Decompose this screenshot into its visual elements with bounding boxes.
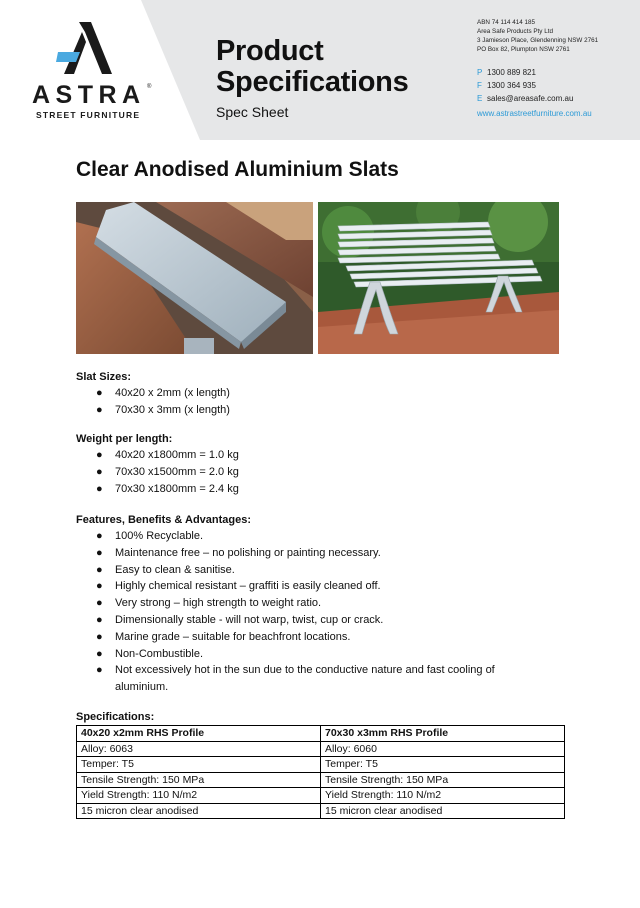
table-row [77, 788, 565, 804]
phone-key: P [477, 68, 483, 77]
registered-mark: ® [147, 84, 152, 90]
page-subtitle: Spec Sheet [216, 104, 289, 120]
column-header: 70x30 x3mm RHS Profile [321, 726, 565, 742]
company-name: Area Safe Products Pty Ltd [477, 28, 553, 35]
fax-row [477, 79, 637, 92]
column-header: 40x20 x2mm RHS Profile [77, 726, 321, 742]
specifications-table [76, 725, 565, 819]
list-item: ● 70x30 x 3mm (x length) [76, 402, 230, 419]
page-title-line1: Product [216, 35, 324, 67]
list-item: ● Marine grade – suitable for beachfront locations. [76, 629, 546, 646]
bullet-icon: ● [96, 563, 103, 576]
table-cell: Tensile Strength: 150 MPa [321, 772, 565, 788]
list-item: ● Not excessively hot in the sun due to the conductive nature and fast cooling of aluminium. [96, 664, 495, 694]
table-cell: Alloy: 6063 [77, 741, 321, 757]
park-bench-photo-icon [318, 202, 559, 354]
list-item: ● 70x30 x1500mm = 2.0 kg [76, 464, 239, 481]
list-item: ● Easy to clean & sanitise. [76, 562, 546, 579]
features-title: Features, Benefits & Advantages: [76, 514, 252, 526]
aluminium-slat-closeup-photo-icon [76, 202, 313, 354]
list-item: ● 100% Recyclable. [76, 528, 546, 545]
email-link[interactable]: sales@areasafe.com.au [487, 94, 574, 103]
specifications-title: Specifications: [76, 711, 155, 723]
contact-block [477, 18, 637, 118]
table-cell: 15 micron clear anodised [77, 803, 321, 819]
bullet-icon: ● [96, 664, 103, 677]
slat-sizes-title: Slat Sizes: [76, 371, 132, 383]
list-item: ● Very strong – high strength to weight ratio. [76, 595, 546, 612]
astra-logo-icon [56, 22, 116, 78]
page-title-line2: Specifications [216, 66, 409, 98]
brand-tagline: STREET FURNITURE [36, 110, 141, 120]
bullet-icon: ● [96, 647, 103, 660]
table-cell: Yield Strength: 110 N/m2 [321, 788, 565, 804]
bullet-icon: ● [96, 597, 103, 610]
page-title [216, 36, 408, 98]
bullet-icon: ● [96, 613, 103, 626]
table-row [77, 741, 565, 757]
list-item: ● 40x20 x1800mm = 1.0 kg [76, 447, 239, 464]
table-cell: 15 micron clear anodised [321, 803, 565, 819]
table-cell: Tensile Strength: 150 MPa [77, 772, 321, 788]
bullet-icon: ● [96, 530, 103, 542]
table-row [77, 772, 565, 788]
brand-name: ASTRA [32, 81, 146, 109]
table-cell: Temper: T5 [77, 757, 321, 773]
fax-key: F [477, 81, 482, 90]
features-section [76, 512, 546, 696]
phone-number[interactable]: 1300 889 821 [487, 68, 536, 77]
weight-title: Weight per length: [76, 433, 173, 445]
list-item: ● 40x20 x 2mm (x length) [76, 385, 230, 402]
specifications-section [76, 709, 154, 725]
table-header-row [77, 726, 565, 742]
bullet-icon: ● [96, 465, 103, 478]
table-row [77, 803, 565, 819]
bullet-icon: ● [96, 387, 103, 399]
bench-photo [318, 202, 559, 354]
list-item: ● Dimensionally stable - will not warp, twist, cup or crack. [76, 612, 546, 629]
table-cell: Yield Strength: 110 N/m2 [77, 788, 321, 804]
bullet-icon: ● [96, 580, 103, 593]
list-item: ● Highly chemical resistant – graffiti is easily cleaned off. [76, 578, 546, 595]
bullet-icon: ● [96, 630, 103, 643]
street-address: 3 Jamieson Place, Glendenning NSW 2761 [477, 37, 599, 44]
table-cell: Alloy: 6060 [321, 741, 565, 757]
email-key: E [477, 94, 483, 103]
fax-number: 1300 364 935 [487, 81, 536, 90]
table-cell: Temper: T5 [321, 757, 565, 773]
table-row [77, 757, 565, 773]
slat-sizes-section [76, 369, 230, 419]
bullet-icon: ● [96, 403, 103, 416]
weight-section [76, 431, 239, 497]
abn-text: ABN 74 114 414 185 [477, 19, 536, 26]
list-item: ● Maintenance free – no polishing or painting necessary. [76, 545, 546, 562]
postal-address: PO Box 82, Plumpton NSW 2761 [477, 46, 570, 53]
bullet-icon: ● [96, 546, 103, 559]
phone-row [477, 66, 637, 79]
bullet-icon: ● [96, 482, 103, 495]
bullet-icon: ● [96, 449, 103, 461]
list-item: ● 70x30 x1800mm = 2.4 kg [76, 481, 239, 498]
product-title: Clear Anodised Aluminium Slats [76, 158, 399, 181]
website-link[interactable]: www.astrastreetfurniture.com.au [477, 109, 592, 118]
slat-closeup-photo [76, 202, 313, 354]
email-row [477, 92, 637, 105]
list-item: ● Non-Combustible. [76, 646, 546, 663]
